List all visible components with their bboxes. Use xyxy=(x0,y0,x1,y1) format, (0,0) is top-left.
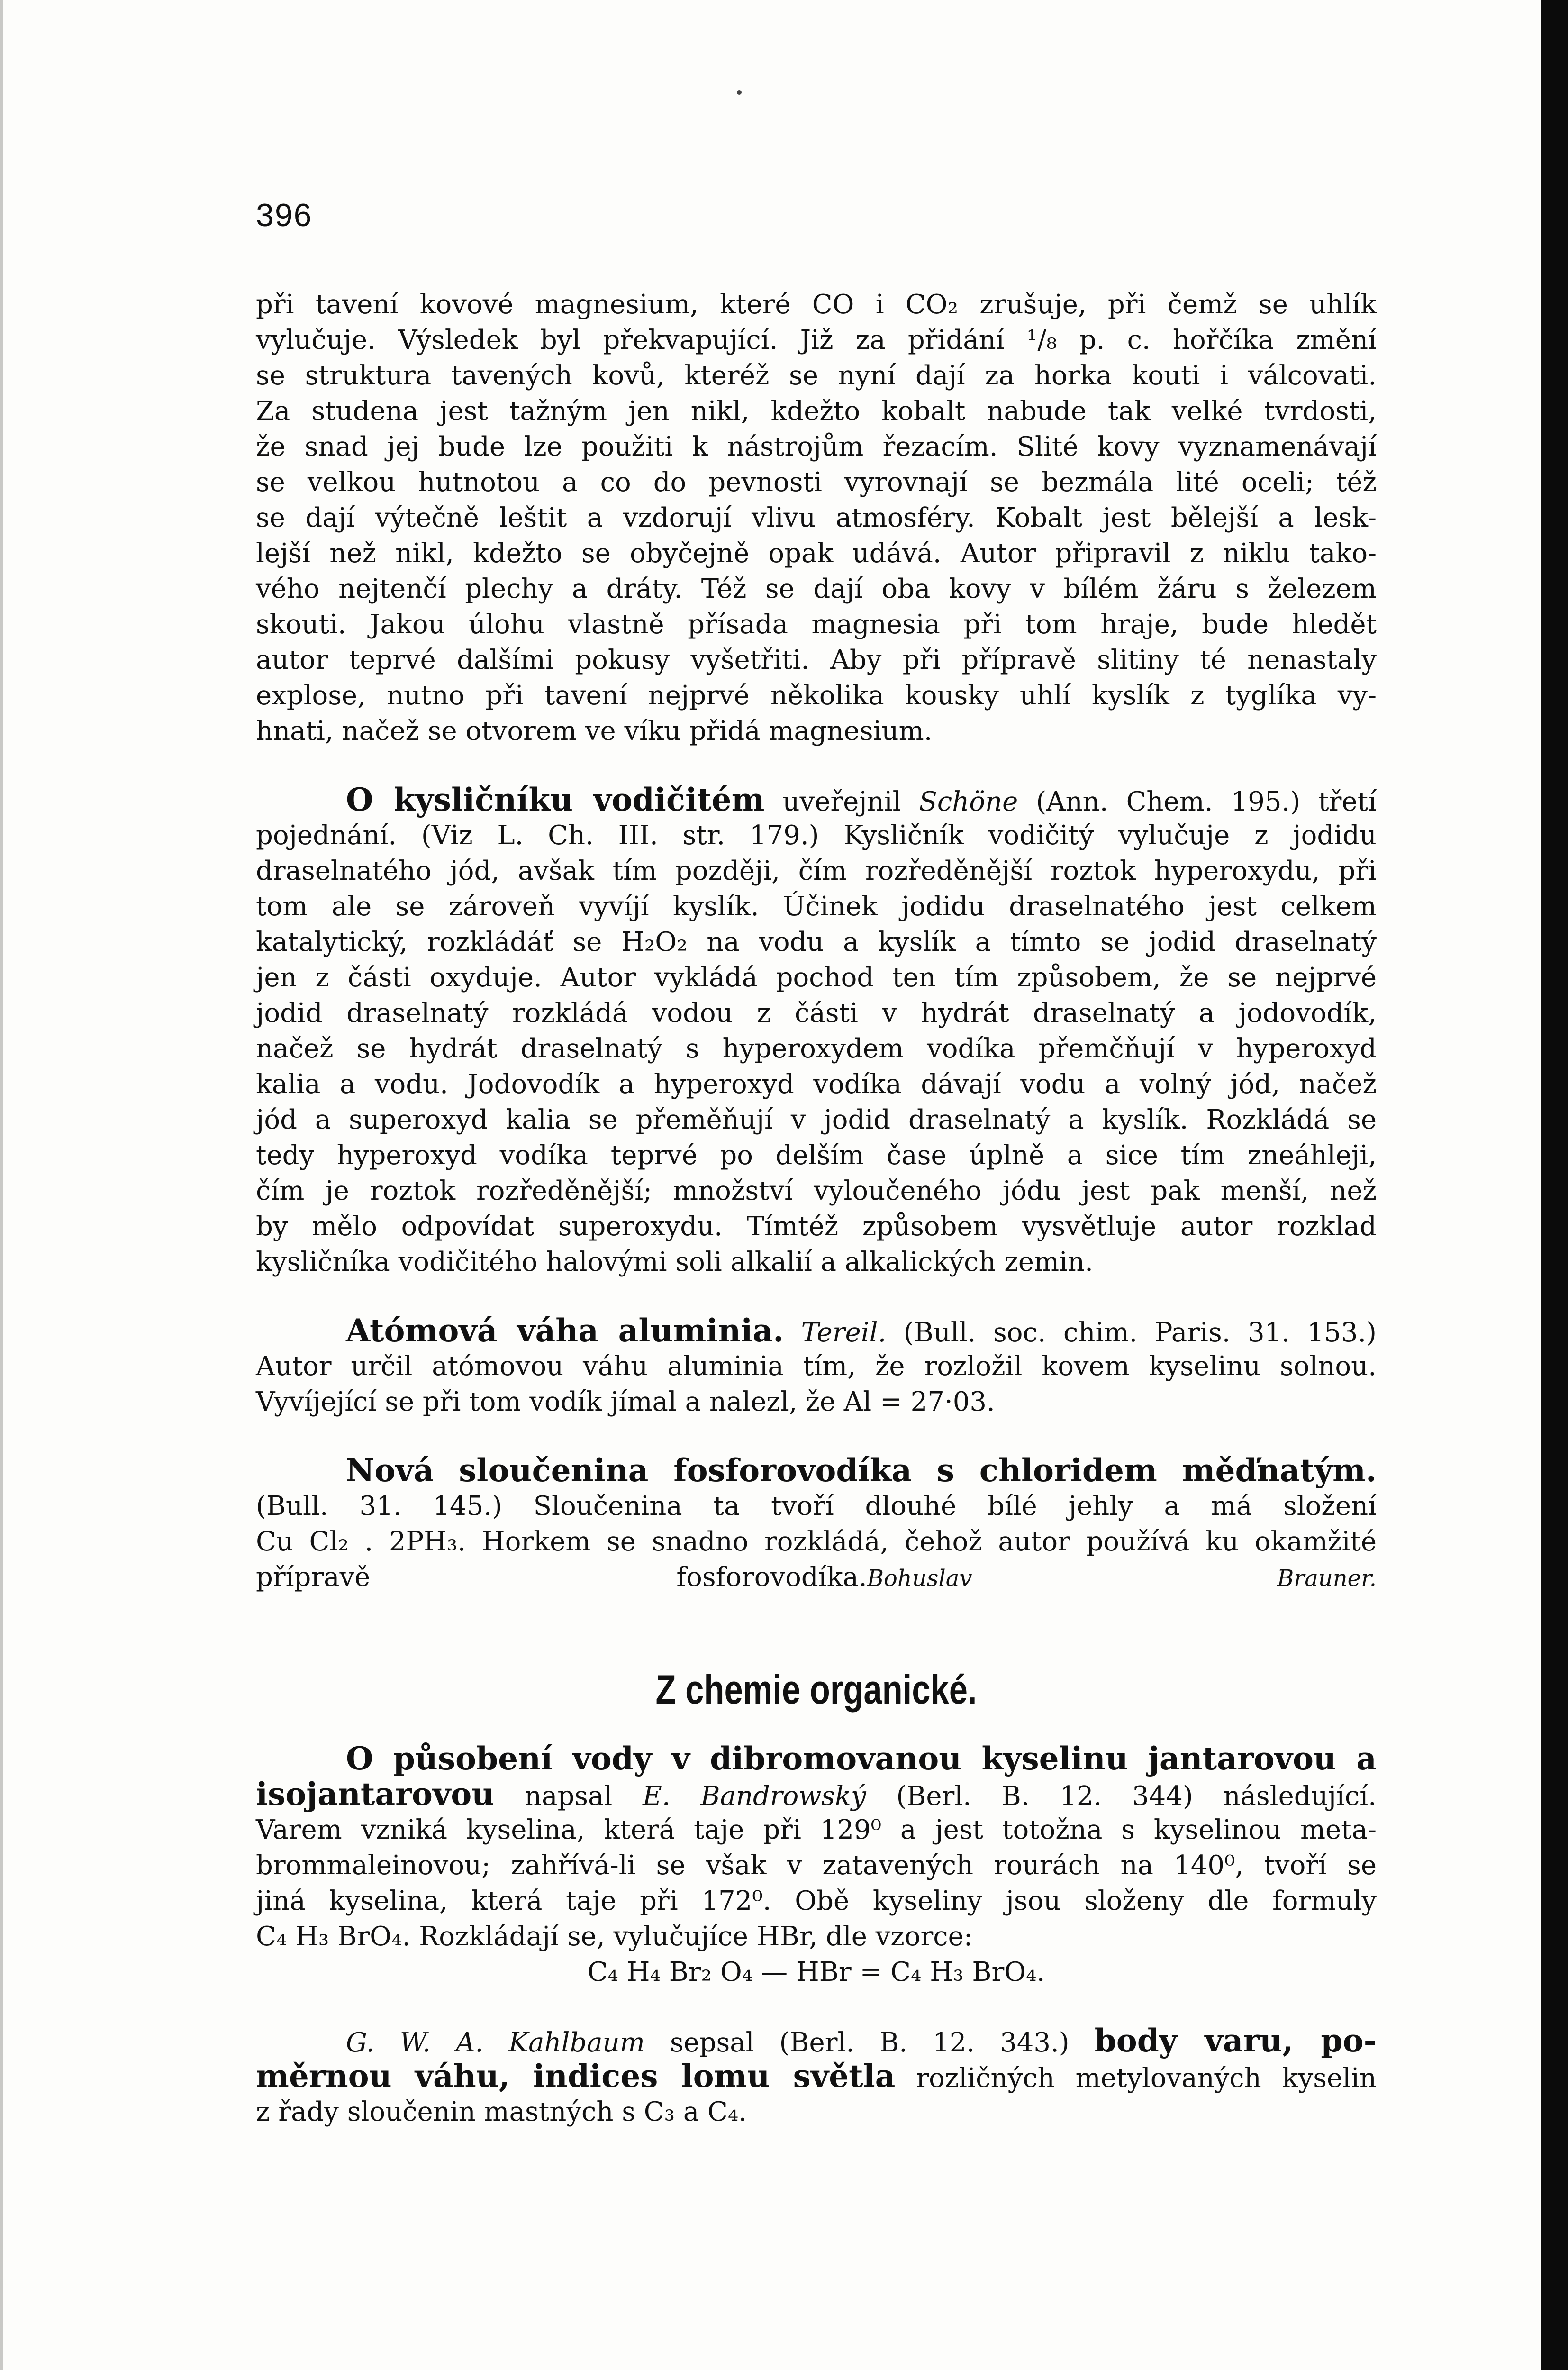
text-line xyxy=(256,2059,1377,2094)
text-line: kalia a vodu. Jodovodík a hyperoxyd vodíka dávají vodu a volný jód, načež xyxy=(256,1069,1377,1100)
inline-text: přípravě fosforovodíka. xyxy=(256,1562,867,1593)
author-name: Tereil. xyxy=(801,1317,887,1348)
text-line: (Bull. 31. 145.) Sloučenina ta tvoří dlouhé bílé jehly a má složení xyxy=(256,1491,1377,1522)
text-line xyxy=(256,782,1377,818)
text-line: Autor určil atómovou váhu aluminia tím, že rozložil kovem kyselinu solnou. xyxy=(256,1351,1377,1382)
text-line: skouti. Jakou úlohu vlastně přísada magnesia při tom hraje, bude hledět xyxy=(256,609,1377,640)
text-line: explose, nutno při tavení nejprvé několika kousky uhlí kyslík z tyglíka vy- xyxy=(256,680,1377,711)
text-line: hnati, načež se otvorem ve víku přidá magnesium. xyxy=(256,716,933,747)
author-name: Schöne xyxy=(919,786,1018,817)
chemical-formula: C₄ H₄ Br₂ O₄ — HBr = C₄ H₃ BrO₄. xyxy=(587,1957,1045,1987)
article-heading-cont: isojantarovou xyxy=(256,1776,495,1813)
text-line: Varem vzniká kyselina, která taje při 129⁰ a jest totožna s kyselinou meta- xyxy=(256,1814,1377,1845)
inline-text: (Bull. soc. chim. Paris. 31. 153.) xyxy=(903,1317,1377,1348)
text-line: draselnatého jód, avšak tím později, čím rozředěnější roztok hyperoxydu, při xyxy=(256,856,1377,886)
text-line: autor teprvé dalšími pokusy vyšetřiti. Aby při přípravě slitiny té nenastaly xyxy=(256,645,1377,675)
text-line: jód a superoxyd kalia se přeměňují v jodid draselnatý a kyslík. Rozkládá se xyxy=(256,1104,1377,1135)
page-number: 396 xyxy=(256,197,313,233)
scan-speck xyxy=(737,90,742,95)
inline-text: (Ann. Chem. 195.) třetí xyxy=(1036,786,1377,817)
text-line: brommaleinovou; zahřívá-li se však v zatavených rourách na 140⁰, tvoří se xyxy=(256,1850,1377,1881)
inline-text: uveřejnil xyxy=(782,786,901,817)
text-line: Cu Cl₂ . 2PH₃. Horkem se snadno rozkládá, čehož autor používá ku okamžité xyxy=(256,1526,1377,1557)
text-line: tedy hyperoxyd vodíka teprvé po delším čase úplně a sice tím zneáhleji, xyxy=(256,1140,1377,1171)
paragraph-kahlbaum xyxy=(256,2023,1377,2130)
text-line: lejší než nikl, kdežto se obyčejně opak udává. Autor připravil z niklu tako- xyxy=(256,538,1377,569)
text-line: tom ale se zároveň vyvíjí kyslík. Účinek jodidu draselnatého jest celkem xyxy=(256,891,1377,922)
text-line xyxy=(256,1453,1377,1488)
author-name: G. W. A. Kahlbaum xyxy=(346,2027,645,2058)
text-line: Vyvíjející se při tom vodík jímal a nalezl, že Al = 27·03. xyxy=(256,1386,995,1417)
text-line: při tavení kovové magnesium, které CO i CO₂ zrušuje, při čemž se uhlík xyxy=(256,289,1377,320)
text-line: jodid draselnatý rozkládá vodou z části v hydrát draselnatý a jodovodík, xyxy=(256,998,1377,1029)
text-line: jen z části oxyduje. Autor vykládá pochod ten tím způsobem, že se nejprvé xyxy=(256,962,1377,993)
text-line xyxy=(256,2023,1377,2059)
text-line: by mělo odpovídat superoxydu. Tímtéž způsobem vysvětluje autor rozklad xyxy=(256,1211,1377,1242)
article-heading: Atómová váha aluminia. xyxy=(346,1312,784,1349)
text-line: C₄ H₃ BrO₄. Rozkládají se, vylučujíce HBr, dle vzorce: xyxy=(256,1921,973,1952)
signature: Bohuslav Brauner. xyxy=(867,1565,1377,1592)
page-left-edge xyxy=(0,0,3,2370)
text-line: pojednání. (Viz L. Ch. III. str. 179.) Kysličník vodičitý vylučuje z jodidu xyxy=(256,820,1377,851)
text-line: katalytický, rozkládáť se H₂O₂ na vodu a kyslík a tímto se jodid draselnatý xyxy=(256,927,1377,957)
scan-border-right xyxy=(1541,0,1568,2370)
text-line xyxy=(256,1559,1377,1595)
paragraph-dibromosuccinic xyxy=(256,1741,1377,1990)
text-line: vého nejtenčí plechy a dráty. Též se dají oba kovy v bílém žáru s železem xyxy=(256,574,1377,604)
text-line: že snad jej bude lze použiti k nástrojům řezacím. Slité kovy vyznamenávají xyxy=(256,431,1377,462)
paragraph-magnesium-alloys xyxy=(256,287,1377,749)
article-heading-cont: měrnou váhu, indices lomu světla xyxy=(256,2058,896,2095)
text-line: se velkou hutnotou a co do pevnosti vyrovnají se bezmála lité oceli; též xyxy=(256,467,1377,498)
inline-text: sepsal (Berl. B. 12. 343.) xyxy=(670,2027,1070,2058)
article-heading: O působení vody v dibromovanou kyselinu jantarovou a xyxy=(346,1740,1377,1777)
text-line: se struktura tavených kovů, kteréž se nyní dají za horka kouti i válcovati. xyxy=(256,360,1377,391)
paragraph-hydrogen-peroxide xyxy=(256,782,1377,1280)
text-line: vylučuje. Výsledek byl překvapující. Již za přidání ¹/₈ p. c. hořčíka změní xyxy=(256,325,1377,356)
text-line: kysličníka vodičitého halovými soli alkalií a alkalických zemin. xyxy=(256,1247,1093,1277)
body-text xyxy=(256,287,1377,2130)
text-line xyxy=(256,1313,1377,1349)
inline-text: rozličných metylovaných kyselin xyxy=(916,2063,1377,2094)
inline-text: (Berl. B. 12. 344) následující. xyxy=(896,1781,1377,1812)
paragraph-aluminium-weight xyxy=(256,1313,1377,1420)
paragraph-phosphine-copper xyxy=(256,1453,1377,1595)
text-line: se dají výtečně leštit a vzdorují vlivu atmosféry. Kobalt jest bělejší a lesk- xyxy=(256,502,1377,533)
article-heading: body varu, po- xyxy=(1094,2022,1377,2059)
text-line: čím je roztok rozředěnější; množství vyloučeného jódu jest pak menší, než xyxy=(256,1176,1377,1206)
text-line xyxy=(256,1741,1377,1777)
text-line xyxy=(256,1777,1377,1812)
author-name: E. Bandrowský xyxy=(643,1781,866,1812)
text-line: načež se hydrát draselnatý s hyperoxydem vodíka přemčňují v hyperoxyd xyxy=(256,1033,1377,1064)
section-title: Z chemie organické. xyxy=(655,1667,977,1713)
text-line: z řady sloučenin mastných s C₃ a C₄. xyxy=(256,2097,747,2127)
text-line: jiná kyselina, která taje při 172⁰. Obě kyseliny jsou složeny dle formuly xyxy=(256,1886,1377,1916)
inline-text: napsal xyxy=(525,1781,613,1812)
article-heading: Nová sloučenina fosforovodíka s chloridem měďnatým. xyxy=(346,1452,1377,1489)
text-line: Za studena jest tažným jen nikl, kdežto kobalt nabude tak velké tvrdosti, xyxy=(256,396,1377,427)
article-heading: O kysličníku vodičitém xyxy=(346,781,765,818)
